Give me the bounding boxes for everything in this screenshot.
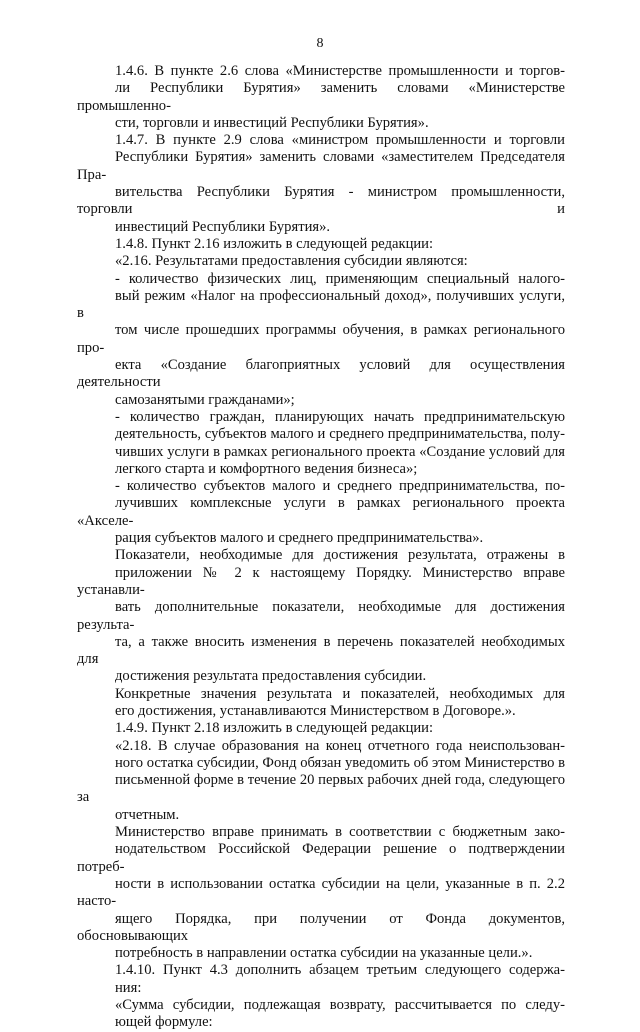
paragraph xyxy=(77,547,565,685)
document-body xyxy=(77,63,565,1032)
text-line: ного остатка субсидии, Фонд обязан уведомить об этом Министерство в xyxy=(115,754,565,771)
text-line: самозанятыми гражданами»; xyxy=(115,391,295,408)
text-line: рация субъектов малого и среднего предпринимательства». xyxy=(115,530,484,547)
text-line: вый режим «Налог на профессиональный доход», получивших услуги, в xyxy=(77,287,565,322)
text-line: 1.4.6. В пункте 2.6 слова «Министерстве промышленности и торгов- xyxy=(115,63,565,79)
text-line: 1.4.10. Пункт 4.3 дополнить абзацем третьим следующего содержа- xyxy=(115,962,565,979)
paragraph xyxy=(77,686,565,721)
paragraph xyxy=(77,824,565,962)
text-line: «2.18. В случае образования на конец отчетного года неиспользован- xyxy=(115,737,565,754)
text-line: та, а также вносить изменения в перечень показателей необходимых для xyxy=(77,633,565,668)
paragraph xyxy=(77,962,565,997)
paragraph xyxy=(77,271,565,409)
text-line: - количество граждан, планирующих начать предпринимательскую xyxy=(115,408,565,425)
text-line: Конкретные значения результата и показателей, необходимых для xyxy=(115,685,565,702)
text-line: «2.16. Результатами предоставления субсидии являются: xyxy=(115,253,468,270)
text-line: вительства Республики Бурятия - министром промышленности, торговли и xyxy=(77,184,565,218)
paragraph xyxy=(77,997,565,1032)
text-line: Министерство вправе принимать в соответствии с бюджетным зако- xyxy=(115,824,565,841)
text-line: вать дополнительные показатели, необходимые для достижения результа- xyxy=(77,599,565,633)
text-line: ли Республики Бурятия» заменить словами «Министерстве промышленно- xyxy=(77,80,565,114)
text-line: Республики Бурятия» заменить словами «заместителем Председателя Пра- xyxy=(77,149,565,183)
text-line: нодательством Российской Федерации решение о подтверждении потреб- xyxy=(77,841,565,875)
paragraph xyxy=(77,409,565,478)
text-line: 1.4.7. В пункте 2.9 слова «министром промышленности и торговли xyxy=(115,132,565,149)
text-line: письменной форме в течение 20 первых рабочих дней года, следующего за xyxy=(77,772,565,806)
paragraph xyxy=(77,720,565,737)
paragraph xyxy=(77,63,565,132)
text-line: ния: xyxy=(115,979,142,996)
paragraph xyxy=(77,478,565,547)
text-line: 1.4.9. Пункт 2.18 изложить в следующей редакции: xyxy=(115,720,434,737)
text-line: чивших услуги в рамках регионального проекта «Создание условий для xyxy=(115,443,565,460)
text-line: приложении № 2 к настоящему Порядку. Министерство вправе устанавли- xyxy=(77,564,565,598)
page-number: 8 xyxy=(316,36,324,51)
text-line: ющей формуле: xyxy=(115,1014,213,1031)
text-line: сти, торговли и инвестиций Республики Бурятия». xyxy=(115,114,429,131)
text-line: «Сумма субсидии, подлежащая возврату, рассчитывается по следу- xyxy=(115,997,565,1014)
text-line: ности в использовании остатка субсидии на цели, указанные в п. 2.2 насто- xyxy=(77,875,565,910)
paragraph xyxy=(77,132,565,236)
text-line: инвестиций Республики Бурятия». xyxy=(115,218,331,235)
text-line: 1.4.8. Пункт 2.16 изложить в следующей редакции: xyxy=(115,235,434,252)
text-line: достижения результата предоставления субсидии. xyxy=(115,668,427,685)
paragraph xyxy=(77,738,565,824)
text-line: екта «Создание благоприятных условий для осуществления деятельности xyxy=(77,357,565,391)
text-line: деятельность, субъектов малого и среднего предпринимательства, полу- xyxy=(115,426,565,443)
text-line: потребность в направлении остатка субсидии на указанные цели.». xyxy=(115,945,533,962)
text-line: - количество субъектов малого и среднего предпринимательства, по- xyxy=(115,478,565,495)
text-line: Показатели, необходимые для достижения результата, отражены в xyxy=(115,547,565,564)
paragraph xyxy=(77,253,565,270)
text-line: ящего Порядка, при получении от Фонда документов, обосновывающих xyxy=(77,910,565,944)
text-line: лучивших комплексные услуги в рамках регионального проекта «Акселе- xyxy=(77,495,565,529)
text-line: том числе прошедших программы обучения, в рамках регионального про- xyxy=(77,322,565,356)
text-line: - количество физических лиц, применяющим специальный налого- xyxy=(115,270,565,287)
text-line: отчетным. xyxy=(115,806,180,823)
text-line: легкого старта и комфортного ведения бизнеса»; xyxy=(115,460,418,477)
text-line: его достижения, устанавливаются Министерством в Договоре.». xyxy=(115,702,516,719)
paragraph xyxy=(77,236,565,253)
